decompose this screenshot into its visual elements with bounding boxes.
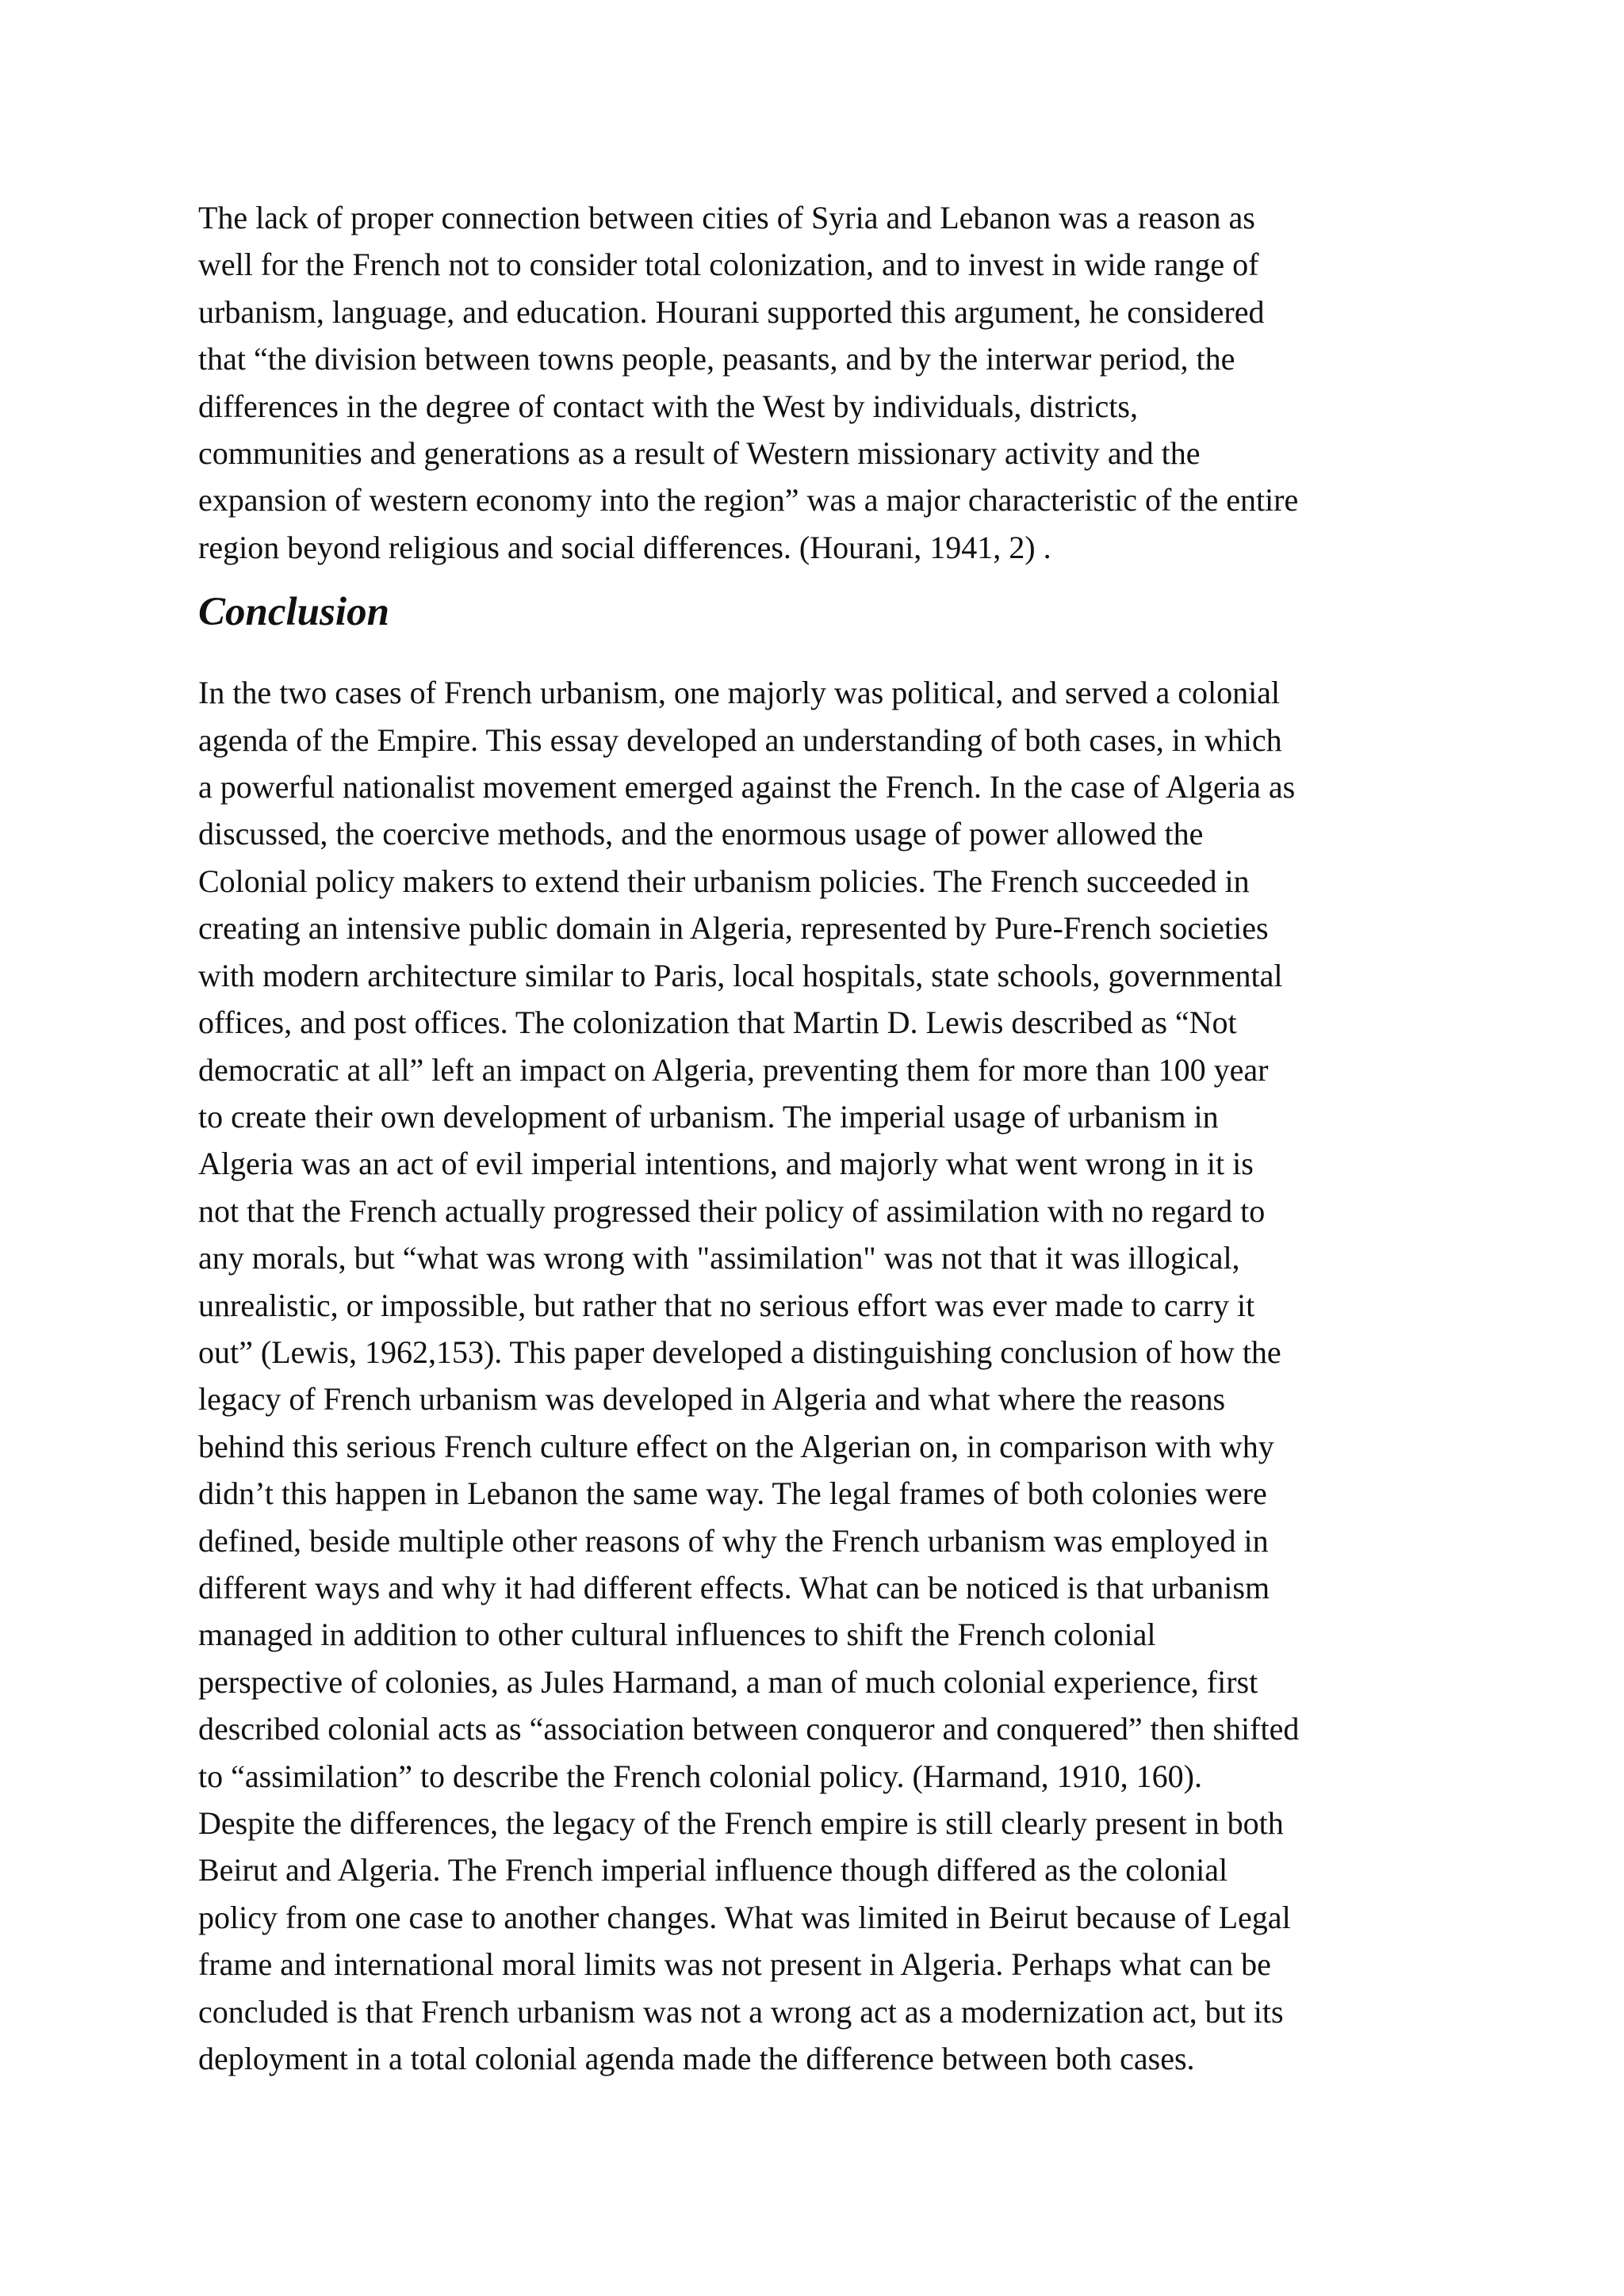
paragraph-line: concluded is that French urbanism was not a wrong act as a modernization act, but its (198, 1993, 1284, 2030)
paragraph-line: Algeria was an act of evil imperial intentions, and majorly what went wrong in it is (198, 1146, 1254, 1182)
paragraph-line: expansion of western economy into the region” was a major characteristic of the entire (198, 482, 1299, 519)
paragraph-line: Beirut and Algeria. The French imperial influence though differed as the colonial (198, 1852, 1228, 1888)
paragraph-line: frame and international moral limits was not present in Algeria. Perhaps what can be (198, 1946, 1271, 1983)
paragraph-line: didn’t this happen in Lebanon the same way. The legal frames of both colonies were (198, 1475, 1267, 1512)
paragraph-line: to create their own development of urbanism. The imperial usage of urbanism in (198, 1098, 1219, 1135)
paragraph-line: managed in addition to other cultural influences to shift the French colonial (198, 1617, 1156, 1653)
paragraph-line: discussed, the coercive methods, and the enormous usage of power allowed the (198, 816, 1204, 852)
paragraph-line: region beyond religious and social differences. (Hourani, 1941, 2) . (198, 529, 1051, 565)
section-heading-conclusion: Conclusion (198, 590, 389, 635)
paragraph-line: agenda of the Empire. This essay developed an understanding of both cases, in which (198, 721, 1282, 758)
paragraph-line: that “the division between towns people, peasants, and by the interwar period, the (198, 341, 1235, 377)
paragraph-line: communities and generations as a result of Western missionary activity and the (198, 435, 1201, 472)
paragraph-line: to “assimilation” to describe the French colonial policy. (Harmand, 1910, 160). (198, 1758, 1202, 1794)
paragraph-line: democratic at all” left an impact on Algeria, preventing them for more than 100 year (198, 1051, 1269, 1088)
paragraph-line: different ways and why it had different effects. What can be noticed is that urbanism (198, 1569, 1270, 1605)
paragraph-line: with modern architecture similar to Paris, local hospitals, state schools, governmental (198, 957, 1283, 993)
paragraph-line: a powerful nationalist movement emerged against the French. In the case of Algeria as (198, 769, 1296, 806)
paragraph-line: behind this serious French culture effect on the Algerian on, in comparison with why (198, 1428, 1274, 1464)
paragraph-line: described colonial acts as “association between conqueror and conquered” then shifted (198, 1711, 1300, 1747)
paragraph-line: perspective of colonies, as Jules Harmand, a man of much colonial experience, first (198, 1663, 1258, 1700)
paragraph-line: not that the French actually progressed their policy of assimilation with no regard to (198, 1192, 1266, 1229)
body-paragraph-2 (198, 669, 1451, 2082)
paragraph-line: unrealistic, or impossible, but rather that no serious effort was ever made to carry it (198, 1287, 1255, 1323)
paragraph-line: differences in the degree of contact with the West by individuals, districts, (198, 388, 1138, 424)
paragraph-line: In the two cases of French urbanism, one majorly was political, and served a colonial (198, 675, 1281, 711)
paragraph-line: policy from one case to another changes. What was limited in Beirut because of Legal (198, 1899, 1291, 1935)
paragraph-line: well for the French not to consider total colonization, and to invest in wide range of (198, 247, 1259, 283)
paragraph-line: creating an intensive public domain in Algeria, represented by Pure-French societies (198, 910, 1269, 947)
paragraph-line: legacy of French urbanism was developed in Algeria and what where the reasons (198, 1381, 1226, 1418)
paragraph-line: The lack of proper connection between cities of Syria and Lebanon was a reason as (198, 200, 1255, 235)
paragraph-line: defined, beside multiple other reasons of why the French urbanism was employed in (198, 1522, 1269, 1559)
paragraph-line: urbanism, language, and education. Hourani supported this argument, he considered (198, 293, 1265, 330)
paragraph-line: offices, and post offices. The colonization that Martin D. Lewis described as “Not (198, 1004, 1237, 1041)
paragraph-line: any morals, but “what was wrong with "assimilation" was not that it was illogical, (198, 1240, 1240, 1276)
paragraph-line: Colonial policy makers to extend their urbanism policies. The French succeeded in (198, 863, 1250, 899)
paragraph-line: Despite the differences, the legacy of the French empire is still clearly present in both (198, 1805, 1284, 1841)
document-body (198, 194, 1451, 2082)
paragraph-line: deployment in a total colonial agenda made the difference between both cases. (198, 2041, 1195, 2077)
paragraph-line: out” (Lewis, 1962,153). This paper developed a distinguishing conclusion of how the (198, 1334, 1281, 1370)
body-paragraph-1 (198, 194, 1451, 571)
